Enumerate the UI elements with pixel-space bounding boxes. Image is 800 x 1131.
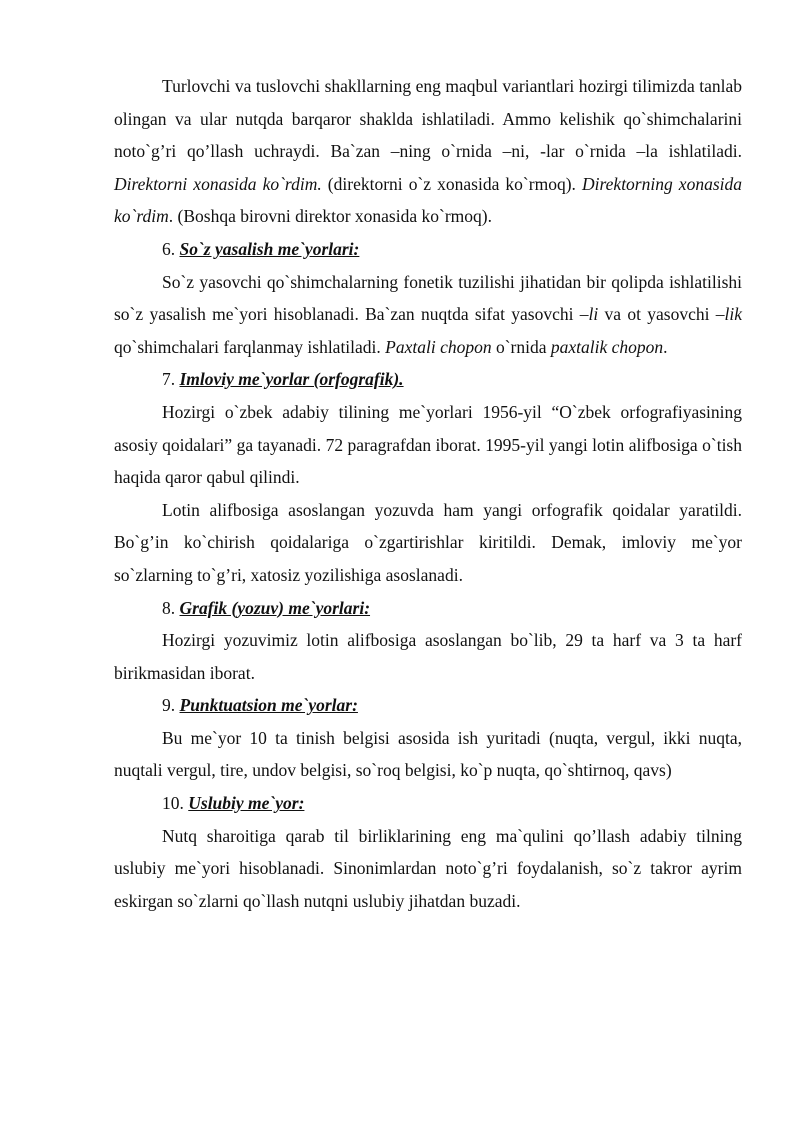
section-title: Punktuatsion me`yorlar: (179, 695, 358, 716)
paragraph-punctuation: Bu me`yor 10 ta tinish belgisi asosida ish yuritadi (nuqta, vergul, ikki nuqta, nuqtali vergul, tire, undov belgisi, so`roq belgisi, ko`p nuqta, qo`shtirnoq, qavs) (114, 727, 742, 781)
text: . (Boshqa birovni direktor xonasida ko`rmoq). (168, 206, 492, 227)
section-number: 9. (162, 695, 180, 716)
text: . (663, 336, 668, 357)
text: o`rnida (491, 336, 551, 357)
paragraph-latin-alphabet: Lotin alifbosiga asoslangan yozuvda ham yangi orfografik qoidalar yaratildi. Bo`g’in ko`chirish qoidalariga o`zgartirishlar kiritildi. Demak, imloviy me`yor so`zlarning to`g’ri, xatosiz yozilishiga asoslanadi. (114, 499, 742, 585)
section-title: Uslubiy me`yor: (188, 793, 305, 814)
paragraph-graphic: Hozirgi yozuvimiz lotin alifbosiga asoslangan bo`lib, 29 ta harf va 3 ta harf birikmasidan iborat. (114, 630, 742, 683)
section-heading-7 (114, 363, 742, 396)
paragraph-orthography: Hozirgi o`zbek adabiy tilining me`yorlari 1956-yil “O`zbek orfografiyasining asosiy qoidalari” ga tayanadi. 72 paragrafdan iborat. 1995-yil yangi lotin alifbosiga o`tish haqida qaror qabul qilindi. (114, 401, 742, 488)
italic-example: Paxtali chopon (385, 336, 492, 357)
paragraph-inflection (114, 70, 742, 233)
section-heading-9 (114, 689, 742, 722)
italic-example: lik (724, 304, 742, 325)
section-heading-6 (114, 233, 742, 266)
document-page (114, 70, 742, 917)
italic-example: paxtalik chopon (550, 336, 664, 357)
section-number: 8. (162, 597, 180, 618)
section-number: 10. (162, 793, 189, 814)
text: qo`shimchalari farqlanmay ishlatiladi. (114, 336, 386, 357)
italic-example: li (588, 304, 599, 325)
text: Turlovchi va tuslovchi shakllarning eng maqbul variantlari hozirgi tilimizda tanlab olingan va ular nutqda barqaror shaklda ishlatiladi. Ammo kelishik qo`shimchalarini noto`g’ri qo’llash uchraydi. Ba`zan –ning o`rnida –ni, -lar o`rnida –la ishlatiladi. (114, 76, 742, 162)
section-number: 6. (162, 238, 180, 259)
section-number: 7. (162, 369, 180, 390)
text: va ot yasovchi – (598, 304, 725, 325)
section-heading-10 (114, 787, 742, 820)
text: So`z yasovchi qo`shimchalarning fonetik tuzilishi jihatidan bir qolipda ishlatilishi so`z yasalish me`yori hisoblanadi. Ba`zan nuqtda sifat yasovchi – (114, 271, 742, 325)
section-title: Imloviy me`yorlar (orfografik). (179, 369, 404, 390)
italic-example: Direktorning xonasida ko`rdim (114, 173, 743, 227)
section-title: So`z yasalish me`yorlari: (179, 238, 360, 259)
paragraph-word-formation (114, 266, 742, 364)
italic-example: Direktorni xonasida ko`rdim. (114, 173, 322, 194)
paragraph-style: Nutq sharoitiga qarab til birliklarining eng ma`qulini qo’llash adabiy tilning uslubiy me`yori hisoblanadi. Sinonimlardan noto`g’ri foydalanish, so`z takror ayrim eskirgan so`zlarni qo`llash nutqni uslubiy jihatdan buzadi. (114, 825, 742, 911)
section-heading-8 (114, 592, 742, 625)
text: (direktorni o`z xonasida ko`rmoq). (321, 173, 582, 194)
section-title: Grafik (yozuv) me`yorlari: (179, 597, 371, 618)
